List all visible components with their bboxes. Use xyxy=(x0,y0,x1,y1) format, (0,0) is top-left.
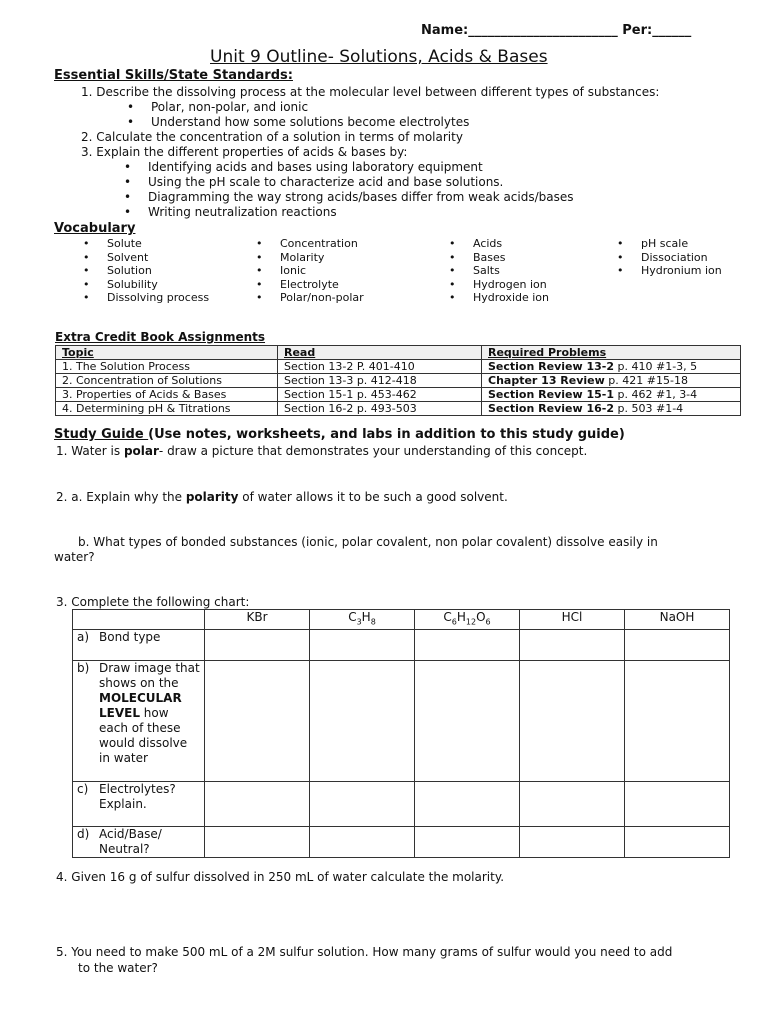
chart-col-c6h12o6 xyxy=(415,610,520,630)
vocab-term: • Acids xyxy=(449,237,549,251)
name-line[interactable]: _______________________ xyxy=(468,23,618,38)
assignments-table xyxy=(55,345,741,416)
problems-bold: Chapter 13 Review xyxy=(488,374,605,387)
problems-cell xyxy=(482,360,741,374)
vocab-term: • Ionic xyxy=(256,264,364,278)
vocab-term: • Dissolving process xyxy=(83,291,209,305)
chart-corner xyxy=(73,610,205,630)
col-header-read: Read xyxy=(278,346,482,360)
problems-rest: p. 503 #1-4 xyxy=(614,402,684,415)
question-1 xyxy=(56,444,587,458)
vocab-term: • Bases xyxy=(449,251,549,265)
vocab-term: • Solvent xyxy=(83,251,209,265)
row-label xyxy=(73,630,205,661)
table-row xyxy=(56,402,741,416)
name-field[interactable] xyxy=(421,23,691,38)
glu-sub6b: 6 xyxy=(485,617,491,627)
skills-heading: Essential Skills/State Standards: xyxy=(54,68,293,83)
problems-bold: Section Review 15-1 xyxy=(488,388,615,401)
assignments-heading: Extra Credit Book Assignments xyxy=(55,330,266,344)
page-title: Unit 9 Outline- Solutions, Acids & Bases xyxy=(210,47,548,67)
read-cell: Section 13-2 P. 401-410 xyxy=(278,360,482,374)
col-header-topic: Topic xyxy=(56,346,278,360)
vocab-term: • pH scale xyxy=(617,237,722,251)
skill-item-1: 1. Describe the dissolving process at the molecular level between different types of substances: xyxy=(81,85,660,99)
glu-o: O xyxy=(476,610,486,624)
row-label xyxy=(73,782,205,827)
chart-row-electrolytes xyxy=(73,782,730,827)
name-label: Name: xyxy=(421,23,469,38)
vocab-term: • Hydroxide ion xyxy=(449,291,549,305)
c3h8-sub8: 8 xyxy=(370,617,376,627)
chart-row-draw-image xyxy=(73,661,730,782)
read-cell: Section 15-1 p. 453-462 xyxy=(278,388,482,402)
answer-cell[interactable] xyxy=(310,661,415,782)
row-text: Electrolytes? Explain. xyxy=(99,782,176,812)
problems-cell xyxy=(482,402,741,416)
q1-bold: polar xyxy=(123,444,159,458)
vocab-column-4 xyxy=(617,237,722,278)
skill-item-3b: • Using the pH scale to characterize acid and base solutions. xyxy=(148,175,503,189)
question-2b-line2: water? xyxy=(54,550,95,564)
topic-cell: 4. Determining pH & Titrations xyxy=(56,402,278,416)
skill-item-3: 3. Explain the different properties of acids & bases by: xyxy=(81,145,408,159)
row-label xyxy=(73,827,205,858)
table-row xyxy=(56,374,741,388)
chart-col-c3h8 xyxy=(310,610,415,630)
chart-col-naoh: NaOH xyxy=(625,610,730,630)
answer-cell[interactable] xyxy=(625,630,730,661)
q1-text: 1. Water is xyxy=(56,444,124,458)
vocab-term: • Solution xyxy=(83,264,209,278)
question-2a xyxy=(56,490,508,504)
answer-cell[interactable] xyxy=(205,827,310,858)
row-letter: b) xyxy=(77,661,90,676)
table-row xyxy=(56,360,741,374)
vocab-term: • Hydronium ion xyxy=(617,264,722,278)
glu-sub12: 12 xyxy=(465,617,477,627)
vocab-heading: Vocabulary xyxy=(54,221,136,236)
row-letter: a) xyxy=(77,630,90,645)
c3h8-h: H xyxy=(361,610,371,624)
problems-rest: p. 421 #15-18 xyxy=(604,374,688,387)
chart-row-bond-type xyxy=(73,630,730,661)
answer-cell[interactable] xyxy=(520,827,625,858)
c3h8-sub3: 3 xyxy=(356,617,362,627)
answer-cell[interactable] xyxy=(310,782,415,827)
row-text: Bond type xyxy=(99,630,161,645)
skill-item-1a: • Polar, non-polar, and ionic xyxy=(151,100,308,114)
read-cell: Section 13-3 p. 412-418 xyxy=(278,374,482,388)
row-text: Draw image that shows on the xyxy=(99,661,200,691)
q1-text-rest: - draw a picture that demonstrates your understanding of this concept. xyxy=(158,444,588,458)
c3h8-c: C xyxy=(348,610,357,624)
row-text: Acid/Base/ Neutral? xyxy=(99,827,162,857)
problems-bold: Section Review 13-2 xyxy=(488,360,615,373)
vocab-term: • Solubility xyxy=(83,278,209,292)
answer-cell[interactable] xyxy=(205,661,310,782)
study-guide-heading xyxy=(54,427,625,442)
q2a-bold: polarity xyxy=(185,490,239,504)
glu-h: H xyxy=(456,610,466,624)
vocab-term: • Hydrogen ion xyxy=(449,278,549,292)
per-line[interactable]: ______ xyxy=(652,23,692,38)
chart-col-hcl: HCl xyxy=(520,610,625,630)
problems-cell xyxy=(482,374,741,388)
question-5-line2: to the water? xyxy=(78,961,158,975)
skill-item-3a: • Identifying acids and bases using laboratory equipment xyxy=(148,160,483,174)
problems-rest: p. 462 #1, 3-4 xyxy=(614,388,698,401)
answer-cell[interactable] xyxy=(415,630,520,661)
vocab-column-2 xyxy=(256,237,364,305)
problems-bold: Section Review 16-2 xyxy=(488,402,615,415)
study-guide-note: (Use notes, worksheets, and labs in addition to this study guide) xyxy=(148,427,625,442)
answer-cell[interactable] xyxy=(415,661,520,782)
vocab-term: • Dissociation xyxy=(617,251,722,265)
chart-row-acid-base xyxy=(73,827,730,858)
properties-chart xyxy=(72,609,730,858)
answer-cell[interactable] xyxy=(520,661,625,782)
topic-cell: 2. Concentration of Solutions xyxy=(56,374,278,388)
question-4: 4. Given 16 g of sulfur dissolved in 250 mL of water calculate the molarity. xyxy=(56,870,505,884)
problems-cell xyxy=(482,388,741,402)
topic-cell: 1. The Solution Process xyxy=(56,360,278,374)
vocab-term: • Molarity xyxy=(256,251,364,265)
question-3: 3. Complete the following chart: xyxy=(56,595,250,609)
chart-header-row xyxy=(73,610,730,630)
answer-cell[interactable] xyxy=(205,630,310,661)
answer-cell[interactable] xyxy=(415,827,520,858)
vocab-term: • Solute xyxy=(83,237,209,251)
table-row xyxy=(56,388,741,402)
row-letter: d) xyxy=(77,827,90,842)
study-guide-title: Study Guide xyxy=(54,427,149,442)
q2a-text: 2. a. Explain why the xyxy=(56,490,186,504)
glu-c: C xyxy=(443,610,452,624)
vocab-term: • Concentration xyxy=(256,237,364,251)
row-text-rest: how each of these would dissolve in water xyxy=(99,706,188,766)
answer-cell[interactable] xyxy=(415,782,520,827)
skill-item-3d: • Writing neutralization reactions xyxy=(148,205,337,219)
per-label: Per: xyxy=(622,23,653,38)
glu-sub6: 6 xyxy=(451,617,457,627)
answer-cell[interactable] xyxy=(520,630,625,661)
vocab-column-1 xyxy=(83,237,209,305)
row-text-bold: MOLECULAR LEVEL xyxy=(99,691,182,721)
answer-cell[interactable] xyxy=(520,782,625,827)
skill-item-2: 2. Calculate the concentration of a solution in terms of molarity xyxy=(81,130,463,144)
chart-col-kbr: KBr xyxy=(205,610,310,630)
col-header-problems: Required Problems xyxy=(482,346,741,360)
answer-cell[interactable] xyxy=(625,827,730,858)
skill-item-3c: • Diagramming the way strong acids/bases differ from weak acids/bases xyxy=(148,190,574,204)
answer-cell[interactable] xyxy=(205,782,310,827)
skill-item-1b: • Understand how some solutions become electrolytes xyxy=(151,115,469,129)
topic-cell: 3. Properties of Acids & Bases xyxy=(56,388,278,402)
answer-cell[interactable] xyxy=(625,661,730,782)
vocab-column-3 xyxy=(449,237,549,305)
answer-cell[interactable] xyxy=(625,782,730,827)
vocab-term: • Salts xyxy=(449,264,549,278)
answer-cell[interactable] xyxy=(310,630,415,661)
problems-rest: p. 410 #1-3, 5 xyxy=(614,360,698,373)
question-5-line1: 5. You need to make 500 mL of a 2M sulfur solution. How many grams of sulfur would you need to add xyxy=(56,945,673,959)
read-cell: Section 16-2 p. 493-503 xyxy=(278,402,482,416)
row-label xyxy=(73,661,205,782)
vocab-term: • Electrolyte xyxy=(256,278,364,292)
row-letter: c) xyxy=(77,782,89,797)
question-2b-line1: b. What types of bonded substances (ionic, polar covalent, non polar covalent) dissolve easily in xyxy=(78,535,658,549)
q2a-text-rest: of water allows it to be such a good solvent. xyxy=(238,490,508,504)
vocab-term: • Polar/non-polar xyxy=(256,291,364,305)
table-header-row xyxy=(56,346,741,360)
answer-cell[interactable] xyxy=(310,827,415,858)
